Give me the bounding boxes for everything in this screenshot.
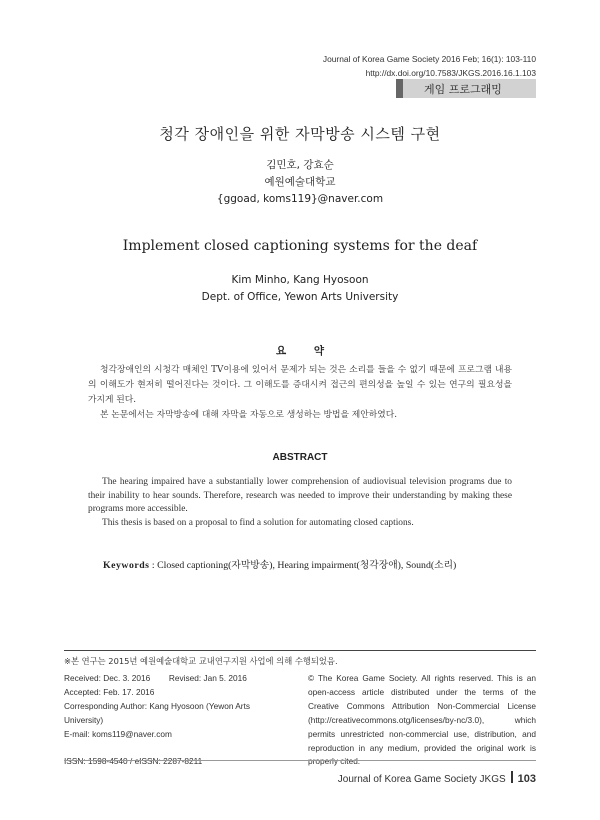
english-title: Implement closed captioning systems for the deaf <box>122 238 478 254</box>
korean-author-block <box>0 157 600 208</box>
corresponding-author: Corresponding Author: Kang Hyosoon (Yewon Arts University) <box>64 700 251 725</box>
article-metadata <box>64 672 289 769</box>
license-notice: © The Korea Game Society. All rights reserved. This is an open-access article distributed under the terms of the Creative Commons Attribution Non-Commercial License (http://creativecommons.otg/licenses/by-nc/3.0), which permits unrestricted non-commercial use, distribution, and reproduction in any medium, provided the original work is properly cited. <box>308 673 536 767</box>
issn: ISSN: 1598-4540 / eISSN: 2287-8211 <box>64 756 203 767</box>
journal-citation: Journal of Korea Game Society 2016 Feb; 16(1): 103-110 <box>322 54 536 64</box>
footer-journal: Journal of Korea Game Society JKGS <box>337 774 506 785</box>
korean-abstract <box>88 363 512 423</box>
author-email: {ggoad, koms119}@naver.com <box>216 193 384 205</box>
journal-info <box>323 52 536 80</box>
english-author-block <box>0 272 600 306</box>
footnote-divider <box>64 650 536 651</box>
english-abstract-paragraph: This thesis is based on a proposal to find a solution for automating closed captions. <box>102 517 414 528</box>
keywords <box>103 557 456 571</box>
page-number: 103 <box>517 773 536 785</box>
received-date: Received: Dec. 3. 2016 <box>64 673 151 683</box>
footer-divider <box>64 760 536 761</box>
keywords-label: Keywords <box>103 560 150 571</box>
section-label: 게임 프로그래밍 <box>424 83 502 96</box>
korean-abstract-heading: 요 약 <box>276 345 336 357</box>
english-abstract-paragraph: The hearing impaired have a substantially lower comprehension of audiovisual television programs due to their inability to hear sounds. Therefore, research was needed to improve their understanding by making these programs more accessible. <box>88 477 512 514</box>
doi-link[interactable]: http://dx.doi.org/10.7583/JKGS.2016.16.1.103 <box>365 68 536 78</box>
english-affiliation: Dept. of Office, Yewon Arts University <box>201 291 399 303</box>
korean-abstract-paragraph: 청각장애인의 시청각 매체인 TV이용에 있어서 문제가 되는 것은 소리를 들을 수 없기 때문에 프로그램 내용의 이해도가 현저히 떨어진다는 것이다. 그 이해도를 증대시켜 접근의 편의성을 높일 수 있는 연구의 필요성을 가지게 된다. <box>88 365 512 405</box>
page-footer <box>338 771 536 785</box>
english-abstract <box>88 476 512 530</box>
korean-authors: 김민호, 강효순 <box>266 159 334 171</box>
revised-date: Revised: Jan 5. 2016 <box>168 673 247 683</box>
keywords-text: : Closed captioning(자막방송), Hearing impairment(청각장애), Sound(소리) <box>151 560 457 571</box>
english-authors: Kim Minho, Kang Hyosoon <box>231 274 369 286</box>
korean-title: 청각 장애인을 위한 자막방송 시스템 구현 <box>159 125 441 143</box>
korean-affiliation: 예원예술대학교 <box>264 176 336 188</box>
section-label-bar <box>396 79 403 98</box>
section-label-box <box>396 79 536 98</box>
footer-separator <box>511 771 513 783</box>
corresponding-email: E-mail: koms119@naver.com <box>64 728 172 739</box>
korean-abstract-paragraph: 본 논문에서는 자막방송에 대해 자막을 자동으로 생성하는 방법을 제안하였다. <box>100 410 398 420</box>
funding-footnote: ※본 연구는 2015년 예원예술대학교 교내연구지원 사업에 의해 수행되었음. <box>64 656 338 666</box>
accepted-date: Accepted: Feb. 17. 2016 <box>64 686 155 697</box>
english-abstract-heading: ABSTRACT <box>272 452 328 463</box>
dates-line <box>64 672 289 686</box>
